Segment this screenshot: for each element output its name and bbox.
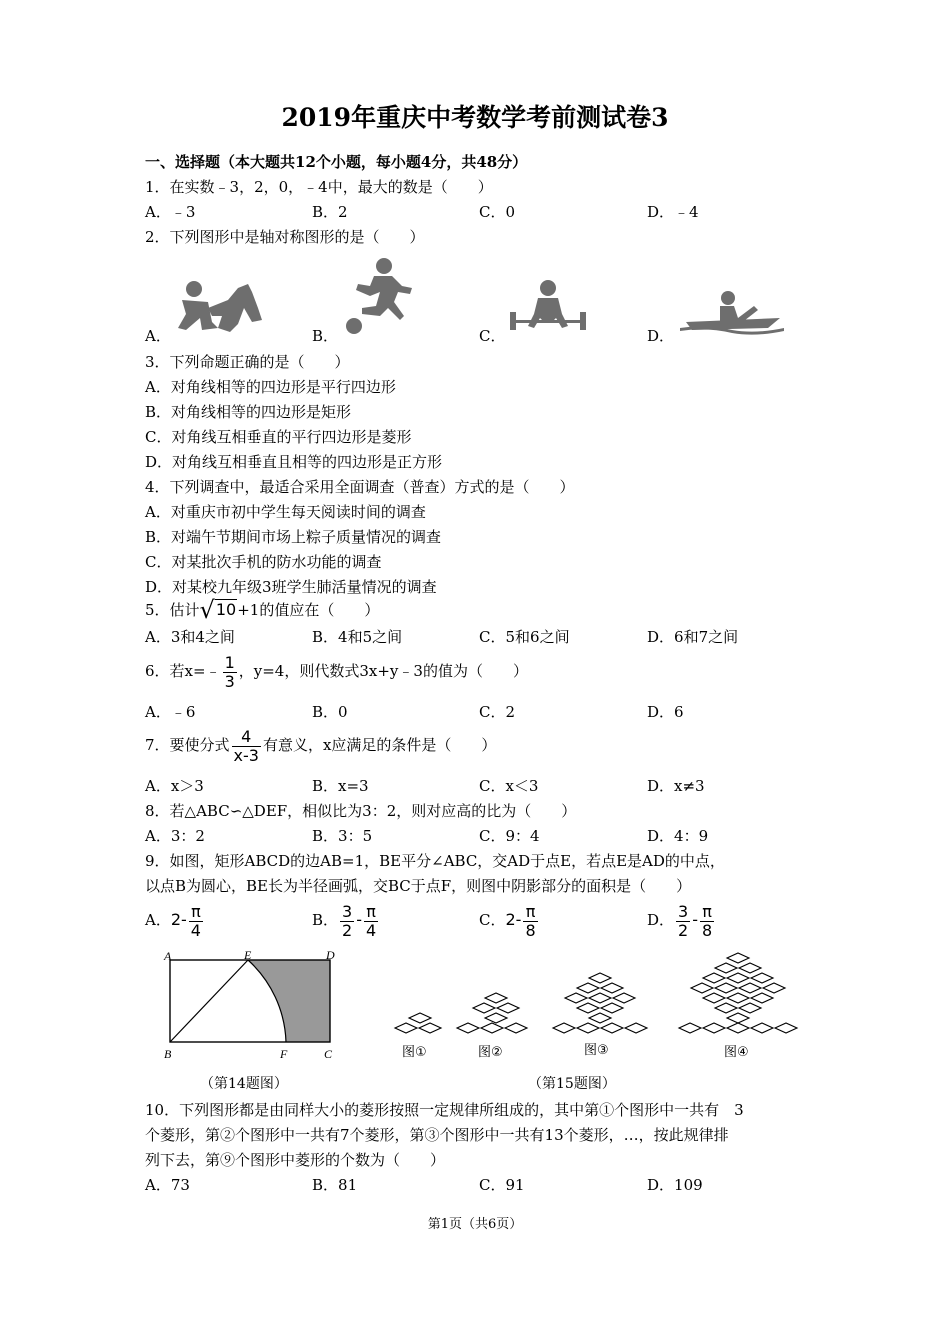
fraction	[340, 903, 354, 940]
label-fig-4: 图④	[724, 1045, 749, 1060]
q7-stem-post: 有意义，x应满足的条件是（ ）	[262, 736, 497, 754]
horse-rider-icon	[172, 278, 264, 336]
fraction	[232, 728, 261, 765]
q10-stem-line3: 列下去，第⑨个图形中菱形的个数为（ ）	[145, 1151, 446, 1169]
q9-option-a	[145, 901, 205, 940]
q9-option-b	[312, 901, 380, 940]
q1-option-b: B．2	[312, 203, 348, 221]
q6-option-a: A．﹣6	[145, 703, 196, 721]
q10-stem-line1: 10．下列图形都是由同样大小的菱形按照一定规律所组成的，其中第①个图形中一共有 3	[145, 1101, 744, 1119]
q3-option-a: A．对角线相等的四边形是平行四边形	[145, 378, 396, 396]
pattern-3	[553, 973, 647, 1033]
q8-stem: 8．若△ABC∽△DEF，相似比为3：2，则对应高的比为（ ）	[145, 802, 577, 820]
denominator: 8	[525, 920, 536, 940]
q10-stem-line2: 个菱形，第②个图形中一共有7个菱形，第③个图形中一共有13个菱形，…，按此规律排	[145, 1126, 729, 1144]
label-fig-3: 图③	[584, 1043, 609, 1058]
segment-be	[170, 960, 248, 1042]
label-b: B	[164, 1047, 172, 1061]
q5-option-d: D．6和7之间	[647, 628, 739, 646]
q2-option-b: B．	[312, 327, 339, 345]
q7-stem-pre: 7．要使分式	[145, 736, 230, 754]
q1-option-d: D．﹣4	[647, 203, 699, 221]
option-label: D．	[647, 911, 675, 929]
label-f: F	[280, 1047, 288, 1061]
radical-sign: √	[199, 596, 215, 624]
q7-option-b: B．x=3	[312, 777, 369, 795]
q7-option-a: A．x＞3	[145, 777, 204, 795]
denominator: x-3	[233, 745, 259, 765]
q6-stem-post: ，y=4，则代数式3x+y﹣3的值为（ ）	[238, 662, 528, 680]
q5-stem-post: +1的值应在（ ）	[237, 601, 380, 619]
figure-14-caption: （第14题图）	[200, 1076, 288, 1092]
q8-option-d: D．4：9	[647, 827, 709, 845]
pattern-4	[679, 953, 797, 1033]
q4-option-c: C．对某批次手机的防水功能的调查	[145, 553, 382, 571]
numerator: π	[525, 901, 536, 921]
q3-stem: 3．下列命题正确的是（ ）	[145, 353, 350, 371]
q5-option-b: B．4和5之间	[312, 628, 403, 646]
denominator: 8	[702, 920, 713, 940]
q9-option-d	[647, 901, 716, 940]
q10-option-a: A．73	[145, 1176, 190, 1194]
pattern-2	[457, 993, 527, 1033]
figure-15-rhombus-pattern	[386, 948, 806, 1068]
q4-option-d: D．对某校九年级3班学生肺活量情况的调查	[145, 578, 437, 596]
q3-option-c: C．对角线互相垂直的平行四边形是菱形	[145, 428, 412, 446]
q6-stem-pre: 6．若x=﹣	[145, 662, 221, 680]
q5-option-c: C．5和6之间	[479, 628, 570, 646]
expr-lead: 2-	[505, 910, 522, 929]
q2-option-d: D．	[647, 327, 675, 345]
expr-lead: 2-	[170, 910, 187, 929]
fraction	[700, 903, 714, 940]
minus-sign: -	[356, 910, 362, 929]
label-fig-2: 图②	[478, 1045, 503, 1060]
denominator: 3	[224, 671, 235, 691]
label-d: D	[326, 948, 335, 962]
q7-option-d: D．x≠3	[647, 777, 705, 795]
q2-stem: 2．下列图形中是轴对称图形的是（ ）	[145, 228, 425, 246]
q1-option-c: C．0	[479, 203, 516, 221]
section-heading: 一、选择题（本大题共12个小题，每小题4分，共48分）	[145, 153, 528, 171]
q8-option-a: A．3：2	[145, 827, 205, 845]
q8-option-b: B．3：5	[312, 827, 373, 845]
figure-15-caption: （第15题图）	[528, 1076, 616, 1092]
q2-option-a: A．	[145, 327, 171, 345]
q6-stem	[145, 652, 528, 691]
label-fig-1: 图①	[402, 1045, 427, 1060]
option-label: B．	[312, 911, 339, 929]
sqrt-expression	[199, 596, 238, 624]
figure-14-rectangle-diagram	[160, 948, 340, 1064]
q10-option-d: D．109	[647, 1176, 703, 1194]
q5-stem-pre: 5．估计	[145, 601, 200, 619]
numerator: 4	[241, 726, 252, 746]
numerator: 3	[678, 901, 689, 921]
q7-option-c: C．x＜3	[479, 777, 539, 795]
q6-option-c: C．2	[479, 703, 516, 721]
q9-stem-line2: 以点B为圆心，BE长为半径画弧，交BC于点F，则图中阴影部分的面积是（ ）	[145, 877, 692, 895]
minus-sign: -	[692, 910, 698, 929]
numerator: 3	[342, 901, 353, 921]
q5-option-a: A．3和4之间	[145, 628, 235, 646]
q10-option-b: B．81	[312, 1176, 358, 1194]
weightlifter-icon	[508, 278, 588, 334]
label-a: A	[164, 949, 172, 963]
fraction	[223, 654, 237, 691]
denominator: 2	[678, 920, 689, 940]
q9-stem-line1: 9．如图，矩形ABCD的边AB=1，BE平分∠ABC，交AD于点E，若点E是AD的中点，	[145, 852, 725, 870]
fraction	[189, 903, 203, 940]
denominator: 4	[366, 920, 377, 940]
q6-option-d: D．6	[647, 703, 684, 721]
q1-option-a: A．﹣3	[145, 203, 196, 221]
page-footer: 第1页（共6页）	[427, 1217, 523, 1232]
kayaker-icon	[676, 288, 788, 334]
q3-option-b: B．对角线相等的四边形是矩形	[145, 403, 352, 421]
fraction	[364, 903, 378, 940]
numerator: π	[702, 901, 712, 921]
label-c: C	[324, 1047, 333, 1061]
q10-option-c: C．91	[479, 1176, 525, 1194]
q9-option-c	[479, 901, 540, 940]
q4-stem: 4．下列调查中，最适合采用全面调查（普查）方式的是（ ）	[145, 478, 575, 496]
q4-option-a: A．对重庆市初中学生每天阅读时间的调查	[145, 503, 426, 521]
q1-stem: 1．在实数﹣3，2，0，﹣4中，最大的数是（ ）	[145, 178, 493, 196]
q5-stem	[145, 596, 380, 624]
pattern-1	[395, 1013, 441, 1033]
football-player-icon	[340, 256, 416, 338]
label-e: E	[244, 948, 252, 962]
q7-stem	[145, 726, 496, 765]
denominator: 2	[342, 920, 353, 940]
q2-option-c: C．	[479, 327, 506, 345]
q3-option-d: D．对角线互相垂直且相等的四边形是正方形	[145, 453, 443, 471]
fraction	[676, 903, 690, 940]
q8-option-c: C．9：4	[479, 827, 540, 845]
page-title: 2019年重庆中考数学考前测试卷3	[281, 103, 669, 132]
radicand: 10	[215, 600, 237, 619]
numerator: 1	[224, 652, 235, 672]
option-label: A．	[145, 911, 171, 929]
denominator: 4	[190, 920, 201, 940]
numerator: π	[366, 901, 376, 921]
numerator: π	[191, 901, 201, 921]
fraction	[523, 903, 537, 940]
option-label: C．	[479, 911, 506, 929]
q4-option-b: B．对端午节期间市场上粽子质量情况的调查	[145, 528, 442, 546]
q6-option-b: B．0	[312, 703, 348, 721]
